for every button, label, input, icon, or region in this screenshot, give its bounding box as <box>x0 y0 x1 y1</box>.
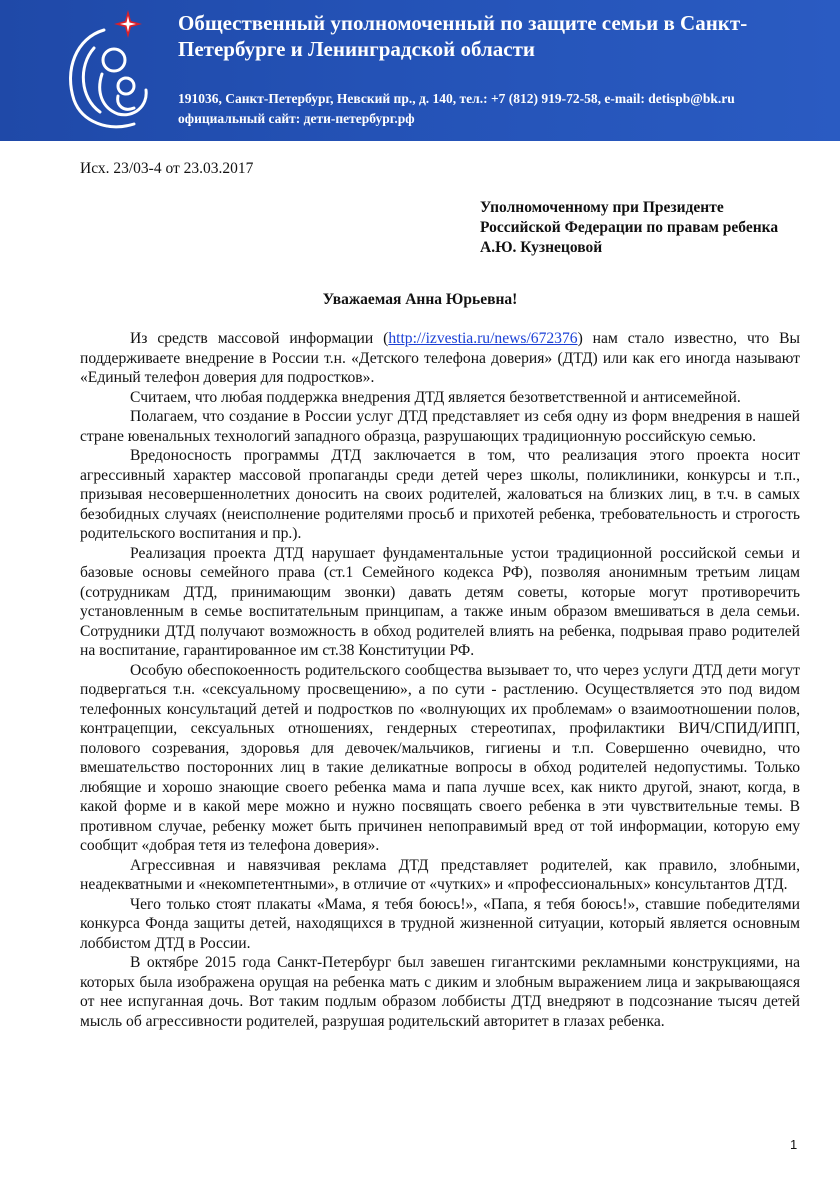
outgoing-reference: Исх. 23/03-4 от 23.03.2017 <box>80 160 254 177</box>
paragraph-1-lead: Из средств массовой информации ( <box>130 330 389 347</box>
letterhead <box>0 0 840 141</box>
salutation: Уважаемая Анна Юрьевна! <box>322 291 518 308</box>
letterhead-website: официальный сайт: дети-петербург.рф <box>178 111 415 126</box>
paragraph-1-rest: ) нам стало известно, что Вы поддерживаете внедрение в России т.н. «Детского телефона доверия» (ДТД) или как его иногда называют «Единый телефон доверия для подростков». <box>80 330 801 386</box>
paragraph-8: Чего только стоят плакаты «Мама, я тебя боюсь!», «Папа, я тебя боюсь!», ставшие победителями конкурса Фонда защиты детей, находящихся в трудной жизненной ситуации, который является основным лоббистом ДТД в России. <box>80 895 800 952</box>
paragraph-4: Вредоносность программы ДТД заключается в том, что реализация этого проекта носит агрессивный характер массовой пропаганды среди детей через школы, поликлиники, конкурсы и т.п., призывая несовершеннолетних доносить на своих родителей, жаловаться на близких лиц, в т.ч. в самых безобидных случаях (неисполнение родителями просьб и прихотей ребенка, требовательность и строгость родительского воспитания и пр.). <box>80 447 800 542</box>
family-emblem-icon <box>56 8 168 136</box>
letterhead-address: 191036, Санкт-Петербург, Невский пр., д. 140, тел.: +7 (812) 919-72-58, e-mail: detispb@bk.ru <box>178 91 735 106</box>
letter-body <box>80 329 800 1031</box>
paragraph-1 <box>80 329 800 388</box>
paragraph-9: В октябре 2015 года Санкт-Петербург был завешен гигантскими рекламными конструкциями, на которых была изображена орущая на ребенка мать с диким и злобным выражением лица и закрывающаяся от нее испуганная дочь. Вот таким подлым образом лоббисты ДТД внедряют в подсознание тысяч детей мысль об агрессивности родителей, разрушая родительский авторитет в глазах ребенка. <box>80 954 800 1030</box>
paragraph-7: Агрессивная и навязчивая реклама ДТД представляет родителей, как правило, злобными, неадекватными и «некомпетентными», в отличие от «чутких» и «профессиональных» консультантов ДТД. <box>80 856 800 893</box>
paragraph-2: Считаем, что любая поддержка внедрения ДТД является безответственной и антисемейной. <box>130 388 741 406</box>
paragraph-5: Реализация проекта ДТД нарушает фундаментальные устои традиционной российской семьи и базовые основы семейного права (ст.1 Семейного кодекса РФ), позволяя анонимным третьим лицам (сотрудникам ДТД, принимающим звонки) давать детям советы, которые могут противоречить установленным в семье воспитательным принципам, а также иным образом вмешиваться в дела семьи. Сотрудники ДТД получают возможность в обход родителей влиять на ребенка, подрывая право родителей на воспитание, гарантированное им ст.38 Конституции РФ. <box>80 544 800 659</box>
page-number: 1 <box>790 1137 798 1152</box>
paragraph-6: Особую обеспокоенность родительского сообщества вызывает то, что через услуги ДТД дети могут подвергаться т.н. «сексуальному просвещению», а по сути - растлению. Осуществляется это под видом телефонных консультаций детей и подростков по «волнующих их проблемам» о взаимоотношении полов, контрацепции, сексуальных отношениях, гендерных стереотипах, профилактики ВИЧ/СПИД/ИПП, полового созревания, здоровья для девочек/мальчиков, гигиены и т.п. Совершенно очевидно, что вмешательство посторонних лиц в такие деликатные вопросы в обход родителей недопустимы. Только любящие и хорошо знающие своего ребенка мама и папа лучше всех, как никто другой, знают, когда, в какой форме и в какой мере можно и нужно посвящать своего ребенка в эти чувствительные темы. В противном случае, ребенку может быть причинен непоправимый вред от той информации, которую ему сообщит «добрая тетя из телефона доверия». <box>80 661 800 854</box>
letterhead-title: Общественный уполномоченный по защите семьи в Санкт-Петербурге и Ленинградской области <box>178 11 748 61</box>
paragraph-3: Полагаем, что создание в России услуг ДТД представляет из себя одну из форм внедрения в нашей стране ювенальных технологий западного образца, разрушающих традиционную российскую семью. <box>80 408 800 445</box>
izvestia-link[interactable]: http://izvestia.ru/news/672376 <box>388 330 578 347</box>
recipient-block: Уполномоченному при Президенте Российской Федерации по правам ребенка А.Ю. Кузнецовой <box>480 199 779 256</box>
